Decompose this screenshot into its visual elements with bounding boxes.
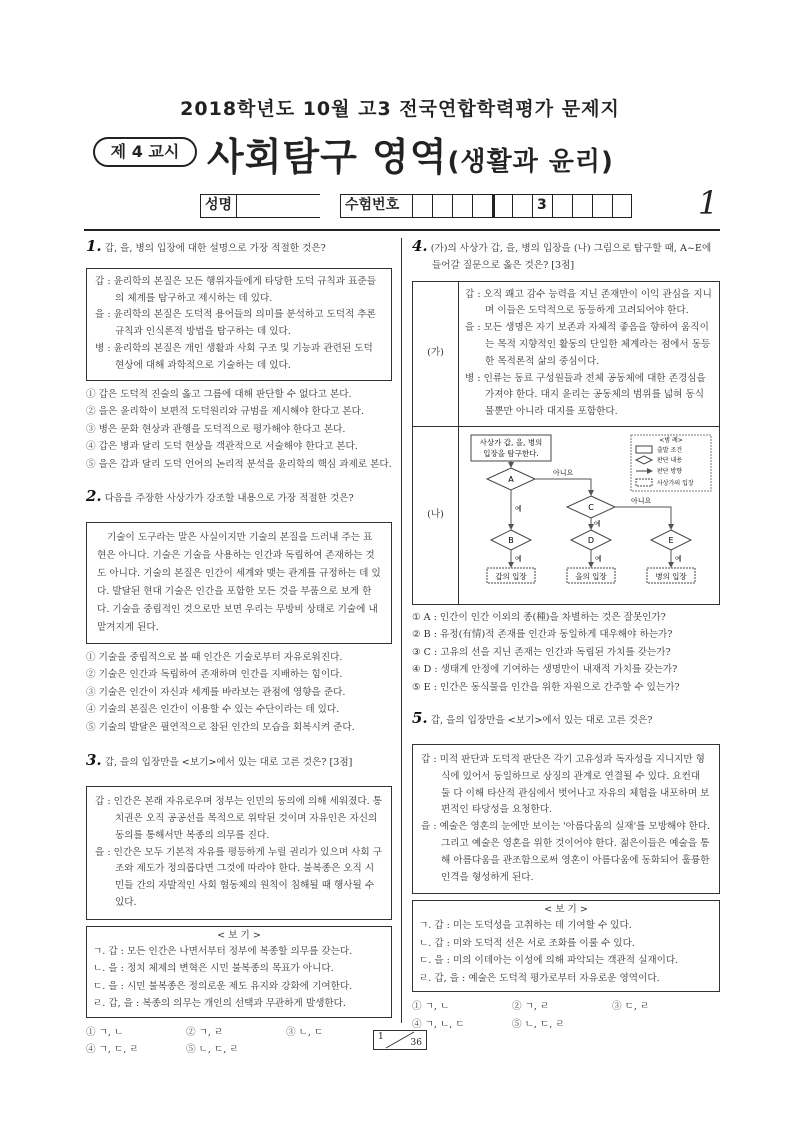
exam-no-box[interactable] — [492, 194, 512, 218]
edge-label-no: 아니요 — [553, 468, 574, 477]
right-column — [412, 238, 720, 1033]
exam-no-box-filled: 3 — [532, 194, 552, 218]
node-label: A — [508, 474, 514, 484]
exam-no-box[interactable] — [452, 194, 472, 218]
answer-option[interactable]: ③ 병은 문화 현상과 관행을 도덕적으로 평가해야 한다고 본다. — [86, 423, 346, 435]
bogi-item: ㄹ. 갑, 을 : 복종의 의무는 개인의 선택과 무관하게 발생한다. — [93, 998, 346, 1010]
q4-table — [412, 281, 720, 605]
legend-item: 출발 조건 — [657, 446, 683, 454]
question-stem: 다음을 주장한 사상가가 강조할 내용으로 가장 적절한 것은? — [104, 493, 354, 505]
edge-label-yes: 예 — [675, 554, 682, 563]
node-label: E — [668, 535, 674, 545]
question-stem: 갑, 을, 병의 입장에 대한 설명으로 가장 적절한 것은? — [104, 243, 326, 254]
passage-line: 을 : 인간은 모두 기본적 자유를 평등하게 누릴 권리가 있으며 사회 구조와 제도가 정의롭다면 그것에 따라야 한다. 불복종은 오직 시민들 간의 자발적인 사회 협동체의 원칙이 침해될 때 행사될 수 있다. — [95, 846, 383, 908]
edge-label-no: 아니요 — [631, 496, 652, 505]
answer-choice[interactable]: ④ ㄱ, ㄴ, ㄷ — [412, 1018, 465, 1030]
answer-choice[interactable]: ① ㄱ, ㄴ — [86, 1026, 124, 1038]
answer-choices — [412, 998, 720, 1033]
bogi-item: ㄱ. 갑 : 모든 인간은 나면서부터 정부에 복종할 의무를 갖는다. — [93, 945, 353, 957]
student-id-row — [200, 194, 632, 218]
exam-no-label: 수험번호 — [340, 194, 412, 218]
title-main: 사회탐구 영역 — [207, 135, 448, 179]
legend-rect-icon — [636, 446, 652, 453]
passage-box — [459, 282, 719, 426]
result-text: 갑의 입장 — [495, 571, 527, 581]
exam-no-box[interactable] — [572, 194, 592, 218]
node-label: C — [588, 502, 594, 512]
bogi-box — [412, 900, 720, 992]
exam-no-box[interactable] — [592, 194, 612, 218]
bogi-item: ㄷ. 을 : 시민 불복종은 정의로운 제도 유지와 강화에 기여한다. — [93, 980, 353, 992]
header-rule — [84, 229, 720, 231]
legend-item: 판단 내용 — [657, 456, 683, 464]
answer-choice[interactable]: ② ㄱ, ㄹ — [186, 1026, 224, 1038]
question-1 — [86, 238, 392, 473]
result-text: 병의 입장 — [655, 571, 687, 581]
legend-item: 판단 방향 — [657, 467, 683, 475]
answer-option[interactable]: ① 기술을 중립적으로 볼 때 인간은 기술로부터 자유로워진다. — [86, 651, 343, 663]
passage-line: 병 : 인류는 동료 구성원들과 전체 공동체에 대한 존경심을 가져야 한다. 대지 윤리는 공동체의 범위를 넓혀 동식물뿐만 아니라 대지를 포함한다. — [465, 372, 706, 418]
question-number: 1. — [86, 237, 102, 255]
answer-option[interactable]: ① 갑은 도덕적 진술의 옳고 그름에 대해 판단할 수 없다고 본다. — [86, 388, 352, 400]
bogi-item: ㄷ. 을 : 미의 이데아는 이성에 의해 파악되는 객관적 실재이다. — [419, 955, 679, 967]
answer-option[interactable]: ② B : 유정(有情)적 존재를 인간과 동일하게 대우해야 하는가? — [412, 629, 673, 641]
question-number: 5. — [412, 709, 428, 728]
question-2 — [86, 488, 392, 736]
bogi-item: ㄹ. 갑, 을 : 예술은 도덕적 평가로부터 자유로운 영역이다. — [419, 972, 660, 984]
answer-option[interactable]: ④ 갑은 병과 달리 도덕 현상을 객관적으로 서술해야 한다고 본다. — [86, 441, 358, 453]
answer-choice[interactable]: ① ㄱ, ㄴ — [412, 1001, 450, 1013]
start-text: 입장을 탐구한다. — [483, 448, 539, 458]
label-na: (나) — [413, 427, 459, 604]
answer-choice[interactable]: ⑤ ㄴ, ㄷ, ㄹ — [512, 1018, 565, 1030]
passage-box: 기술이 도구라는 말은 사실이지만 기술의 본질을 드러내 주는 표현은 아니다. 기술은 기술을 사용하는 인간과 독립하여 존재하는 것도 아니다. 기술의 본질은 인간이 세계와 맺는 관계를 규정하는 데 있다. 발달된 현대 기술은 인간을 포함한 모든 것을 부품으로 보게 한다. 기술을 중립적인 것으로만 보면 우리는 무방비 상태로 기술에 내맡겨지게 된다. — [86, 522, 392, 644]
passage-box — [412, 744, 720, 894]
exam-no-box[interactable] — [612, 194, 632, 218]
exam-no-box[interactable] — [432, 194, 452, 218]
answer-choice[interactable]: ③ ㄴ, ㄷ — [286, 1026, 324, 1038]
result-text: 을의 입장 — [575, 571, 607, 581]
answer-option[interactable]: ③ C : 고유의 선을 지닌 존재는 인간과 독립된 가치를 갖는가? — [412, 646, 671, 658]
passage-line: 갑 : 오직 쾌고 감수 능력을 지닌 존재만이 이익 관심을 지니며 이들은 도덕적으로 동등하게 고려되어야 한다. — [465, 288, 712, 317]
page-number: 1 — [698, 184, 719, 222]
left-column — [86, 238, 392, 1059]
edge-label-yes: 예 — [515, 504, 522, 513]
legend-result-icon — [636, 479, 652, 486]
answer-choice[interactable]: ④ ㄱ, ㄷ, ㄹ — [86, 1044, 139, 1056]
exam-no-box[interactable] — [552, 194, 572, 218]
answer-option[interactable]: ② 기술은 인간과 독립하여 존재하며 인간을 지배하는 힘이다. — [86, 669, 343, 681]
exam-no-box[interactable] — [512, 194, 532, 218]
answer-options — [86, 386, 392, 474]
question-stem: 갑, 을의 입장만을 <보기>에서 있는 대로 고른 것은? — [430, 715, 653, 727]
passage-box — [86, 786, 392, 920]
answer-option[interactable]: ④ D : 생태계 안정에 기여하는 생명만이 내재적 가치를 갖는가? — [412, 664, 678, 676]
answer-option[interactable]: ① A : 인간이 인간 이외의 종(種)을 차별하는 것은 잘못인가? — [412, 611, 666, 623]
legend-item: 사상가의 입장 — [657, 479, 694, 487]
question-stem: (가)의 사상가 갑, 을, 병의 입장을 (나) 그림으로 탐구할 때, A~E에 들어갈 질문으로 옳은 것은? [3점] — [430, 243, 712, 271]
bogi-item: ㄱ. 갑 : 미는 도덕성을 고취하는 데 기여할 수 있다. — [419, 920, 632, 932]
answer-choice[interactable]: ② ㄱ, ㄹ — [512, 1001, 550, 1013]
answer-option[interactable]: ④ 기술의 본질은 인간이 이용할 수 있는 수단이라는 데 있다. — [86, 704, 340, 716]
answer-option[interactable]: ③ 기술은 인간이 자신과 세계를 바라보는 관점에 영향을 준다. — [86, 686, 346, 698]
answer-choice[interactable]: ③ ㄷ, ㄹ — [612, 1001, 650, 1013]
start-text: 사상가 갑, 을, 병의 — [479, 437, 543, 447]
exam-no-box[interactable] — [412, 194, 432, 218]
bogi-title: < 보 기 > — [217, 929, 261, 941]
passage-line: 을 : 모든 생명은 자기 보존과 자체적 좋음을 향하여 움직이는 목적 지향적인 활동의 단일한 체계라는 점에서 동등한 목적론적 삶의 중심이다. — [465, 322, 711, 367]
column-divider — [401, 238, 402, 1023]
subject-title — [207, 126, 614, 181]
page-indicator — [373, 1030, 427, 1050]
name-label: 성명 — [200, 194, 236, 218]
edge-label-yes: 예 — [594, 519, 601, 528]
passage-box — [86, 268, 392, 381]
question-number: 3. — [86, 751, 102, 770]
passage-line: 갑 : 윤리학의 본질은 모든 행위자들에게 타당한 도덕 규칙과 표준들의 체계를 탐구하고 제시하는 데 있다. — [95, 275, 376, 304]
exam-subtitle: 2018학년도 10월 고3 전국연합학력평가 문제지 — [180, 98, 620, 120]
passage-line: 갑 : 미적 판단과 도덕적 판단은 각기 고유성과 독자성을 지니지만 형식에 있어서 동일하므로 상징의 관계로 연결될 수 있다. 요컨대 둘 다 이해 타산적 관심에서 벗어나고 자유의 체험을 내포하며 보편적인 타당성을 요청한다. — [421, 754, 710, 816]
bogi-item: ㄴ. 갑 : 미와 도덕적 선은 서로 조화를 이룰 수 있다. — [419, 937, 635, 949]
answer-options — [412, 609, 720, 697]
edge-label-yes: 예 — [595, 554, 602, 563]
answer-option[interactable]: ⑤ 기술의 발달은 필연적으로 참된 인간의 모습을 회복시켜 준다. — [86, 721, 355, 733]
answer-options — [86, 649, 392, 737]
legend-title: <범 례> — [659, 436, 683, 444]
question-3 — [86, 752, 392, 1058]
answer-choice[interactable]: ⑤ ㄴ, ㄷ, ㄹ — [186, 1044, 239, 1056]
question-5 — [412, 710, 720, 1033]
title-sub: (생활과 윤리) — [447, 147, 614, 177]
page-current: 1 — [378, 1032, 384, 1042]
bogi-title: < 보 기 > — [544, 904, 588, 916]
exam-no-box[interactable] — [472, 194, 492, 218]
passage-line: 병 : 윤리학의 본질은 개인 생활과 사회 구조 및 기능과 관련된 도덕 현상에 대해 과학적으로 기술하는 데 있다. — [95, 342, 373, 371]
passage-line: 을 : 예술은 영혼의 눈에만 보이는 '아름다움의 실재'를 모방해야 한다. 그리고 예술은 영혼을 위한 것이어야 한다. 젊은이들은 예술을 통해 아름다움을 관조함으로써 영혼이 아름다움에 동화되어 훌륭한 인격을 형성하게 된다. — [421, 821, 711, 883]
label-ga: (가) — [413, 282, 459, 426]
question-4 — [412, 238, 720, 696]
flowchart — [459, 427, 719, 604]
passage-line: 을 : 윤리학의 본질은 도덕적 용어들의 의미를 분석하고 도덕적 추론 규칙과 인식론적 방법을 탐구하는 데 있다. — [95, 309, 376, 338]
edge-label-yes: 예 — [515, 554, 522, 563]
flowchart-svg — [463, 431, 715, 593]
answer-option[interactable]: ② 을은 윤리학이 보편적 도덕원리와 규범을 제시해야 한다고 본다. — [86, 406, 364, 418]
answer-option[interactable]: ⑤ 을은 갑과 달리 도덕 언어의 논리적 분석을 윤리학의 핵심 과제로 본다. — [86, 458, 392, 470]
node-label: D — [587, 535, 595, 545]
question-number: 4. — [412, 237, 428, 255]
page-total: 36 — [410, 1038, 422, 1048]
passage-line: 갑 : 인간은 본래 자유로우며 정부는 인민의 동의에 의해 세워졌다. 통치권은 오직 공공선을 목적으로 위탁된 것이며 자유인은 자신의 동의를 통해서만 복종의 의무를 진다. — [95, 796, 383, 841]
name-field[interactable] — [236, 194, 320, 218]
bogi-item: ㄴ. 을 : 정치 체제의 변혁은 시민 불복종의 목표가 아니다. — [93, 963, 334, 975]
answer-option[interactable]: ⑤ E : 인간은 동식물을 인간을 위한 자원으로 간주할 수 있는가? — [412, 681, 680, 693]
session-badge: 제 4 교시 — [93, 137, 197, 167]
question-stem: 갑, 을의 입장만을 <보기>에서 있는 대로 고른 것은? [3점] — [104, 757, 353, 769]
question-number: 2. — [86, 487, 102, 506]
bogi-box — [86, 926, 392, 1018]
answer-choices — [86, 1024, 392, 1059]
node-label: B — [508, 535, 514, 545]
